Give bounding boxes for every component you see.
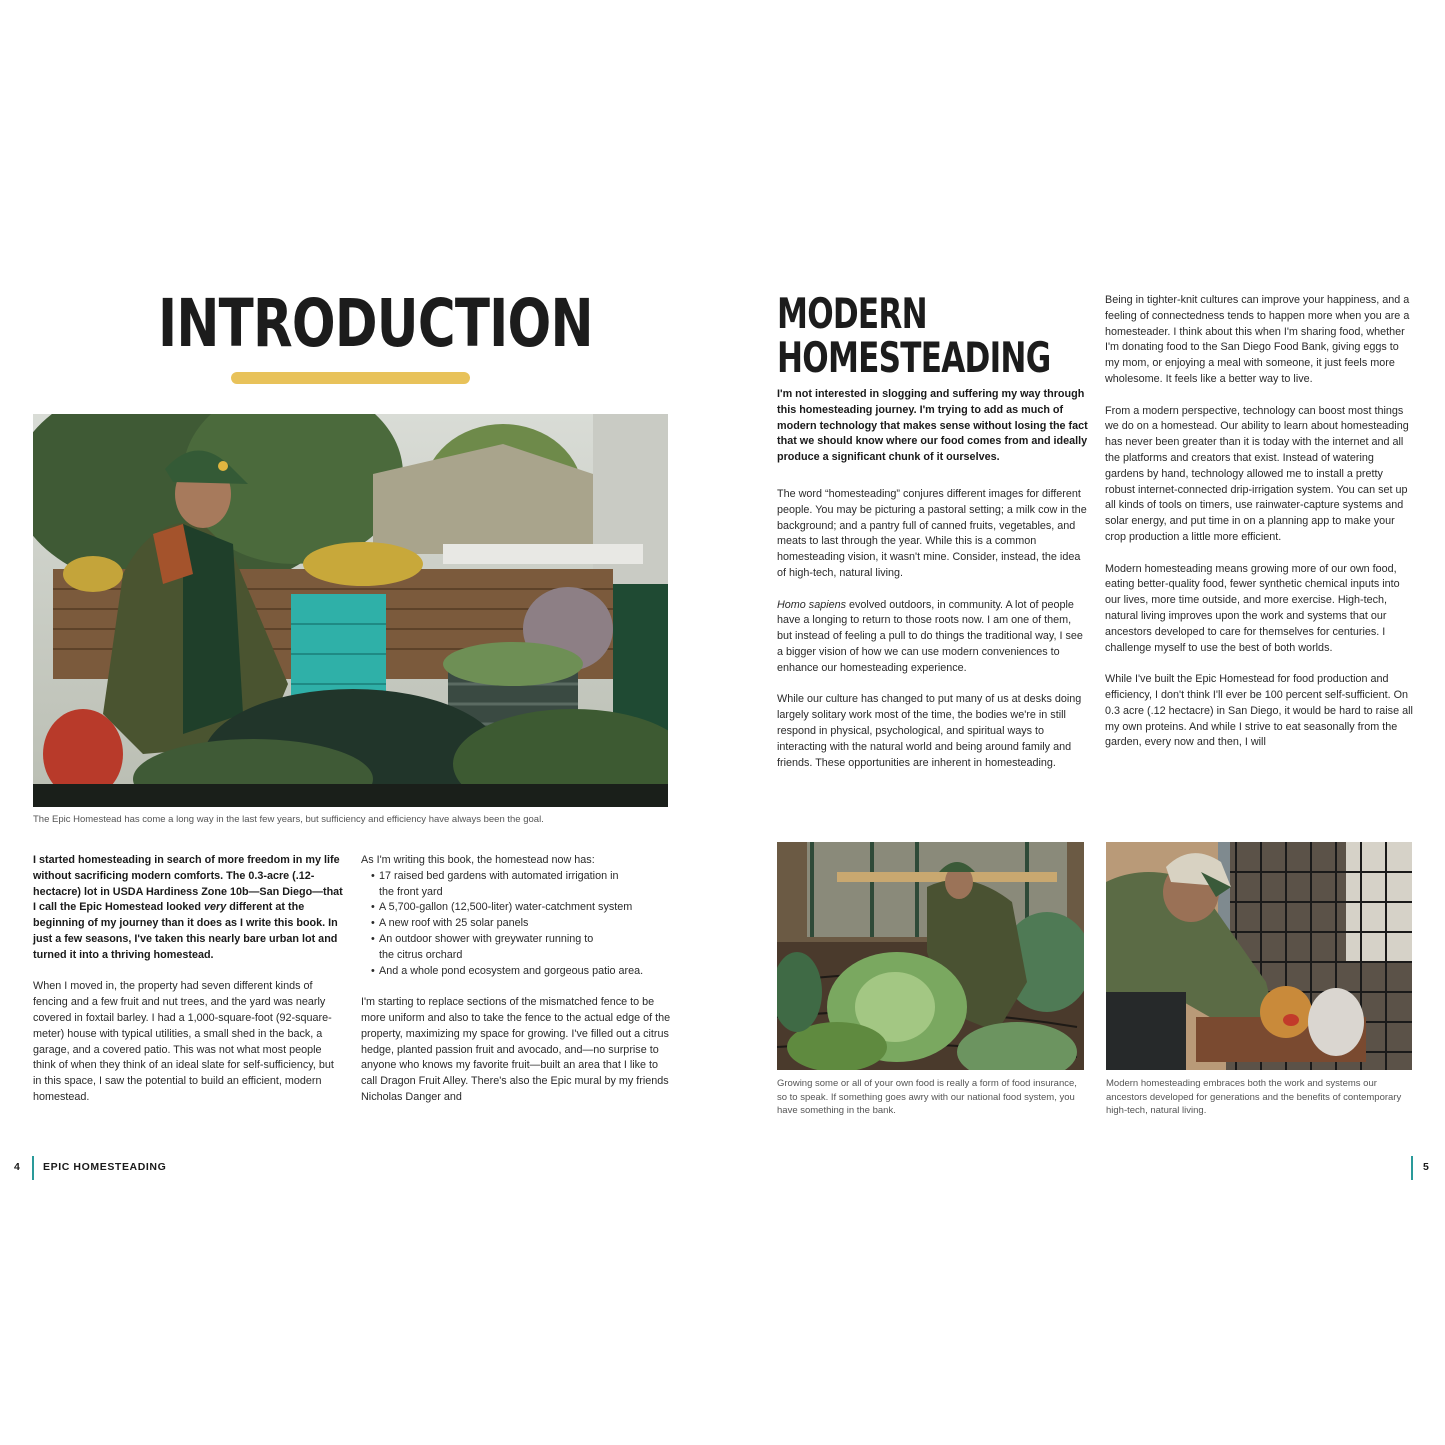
section-title-line-2: HOMESTEADING bbox=[777, 333, 1051, 382]
list-item: • A new roof with 25 solar panels bbox=[371, 916, 673, 932]
homestead-list-intro: As I'm writing this book, the homestead now has: bbox=[361, 854, 595, 866]
section-title bbox=[777, 289, 1051, 382]
photo-cabbage-caption: Growing some or all of your own food is really a form of food insurance, so to speak. If something goes awry with our national food system, you have something in the bank. bbox=[777, 1078, 1077, 1116]
intro-paragraph-fence: I'm starting to replace sections of the mismatched fence to be more uniform and also to take the fence to the actual edge of the property, maximizing my space for growing. I've filled out a citrus hedge, planted passion fruit and avocado, and—no surprise to anyone who knows my favorite fruit—built an area that I like to call Dragon Fruit Alley. There's also the Epic mural by my friends Nicholas Danger and bbox=[361, 996, 671, 1103]
intro-column-2 bbox=[361, 853, 673, 1122]
list-item: • 17 raised bed gardens with automated irrigation in the front yard bbox=[371, 869, 629, 901]
intro-column-1 bbox=[33, 853, 345, 1122]
list-item: • A 5,700-gallon (12,500-liter) water-catchment system bbox=[371, 900, 673, 916]
photo-feeding-chickens bbox=[1106, 842, 1412, 1070]
hero-photo-gardener-kale bbox=[33, 414, 668, 807]
chickens-photo-illustration bbox=[1106, 842, 1412, 1070]
intro-paragraph-property: When I moved in, the property had seven different kinds of fencing and a few fruit and nut trees, and the yard was nearly covered in foxtail barley. I had a 1,000-square-foot (92-square-meter) house with typical utilities, a small shed in the back, a garage, and a covered patio. This was not what most people think of when they think of an ideal slate for self-sufficiency, but in this space, I saw the potential to build an efficient, modern homestead. bbox=[33, 980, 334, 1103]
page-number-right: 5 bbox=[1423, 1161, 1429, 1173]
footer-divider-right bbox=[1411, 1156, 1413, 1180]
modern-paragraph-word: The word “homesteading” conjures different images for different people. You may be picturing a pastoral setting; a milk cow in the background; and a pantry full of canned fruits, vegetables, and meats to last through the year. While this is a common homesteading vision, it wasn't mine. Consider, instead, the idea of high-tech, natural living. bbox=[777, 487, 1087, 579]
modern-paragraph-growing-more: Modern homesteading means growing more of our own food, eating better-quality food, fewer synthetic chemical inputs into our lives, more time outside, and more exercise. High-tech, natural living improves upon the work and systems that our ancestors developed to care for themselves for centuries. I challenge myself to use the best of both worlds. bbox=[1105, 562, 1400, 654]
hero-photo-caption: The Epic Homestead has come a long way in the last few years, but sufficiency and efficiency have always been the goal. bbox=[33, 814, 544, 825]
modern-paragraph-homo-sapiens: Homo sapiens evolved outdoors, in community. A lot of people have a longing to return to those roots now. I am one of them, but instead of feeling a pull to do things the traditional way, I see a bigger vision of how we can use modern conveniences to enhance our homesteading experience. bbox=[777, 598, 1083, 674]
modern-paragraph-tighter-knit: Being in tighter-knit cultures can improve your happiness, and a feeling of connectedness tends to happen more when you are a homesteader. I think about this when I'm sharing food, whether I'm donating food to the San Diego Food Bank, giving eggs to my mom, or enjoying a meal with someone, it just feels more wholesome. It feels like a better way to live. bbox=[1105, 294, 1410, 385]
intro-lead-paragraph: I started homesteading in search of more freedom in my life without sacrificing modern comforts. The 0.3-acre (.12-hectacre) lot in USDA Hardiness Zone 10b—San Diego—that I call the Epic Homestead looked very different at the beginning of my journey than it does as I write this book. In just a few seasons, I've taken this nearly bare urban lot and turned it into a thriving homestead. bbox=[33, 854, 343, 961]
title-underline-decoration bbox=[231, 372, 470, 384]
modern-paragraph-self-sufficient: While I've built the Epic Homestead for food production and efficiency, I don't think I'll ever be 100 percent self-sufficient. On 0.3 acre (.12 hectacre) in San Diego, it would be hard to raise all my own proteins. And while I strive to eat seasonally from the garden, every now and then, I will bbox=[1105, 673, 1413, 749]
footer-divider-left bbox=[32, 1156, 34, 1180]
homestead-features-list bbox=[361, 869, 673, 980]
modern-column-1 bbox=[777, 387, 1089, 787]
modern-paragraph-culture: While our culture has changed to put many of us at desks doing largely solitary work most of the time, the bodies we're in still respond in physical, psychological, and spiritual ways to interacting with the natural world and being around family and friends. These opportunities are inherent in homesteading. bbox=[777, 693, 1082, 769]
section-title-line-1: MODERN bbox=[777, 289, 927, 338]
chapter-title: INTRODUCTION bbox=[158, 285, 593, 362]
modern-column-2 bbox=[1105, 293, 1415, 767]
hero-photo-illustration bbox=[33, 414, 668, 807]
cabbage-photo-illustration bbox=[777, 842, 1084, 1070]
list-item: • An outdoor shower with greywater running to the citrus orchard bbox=[371, 932, 609, 964]
modern-paragraph-technology: From a modern perspective, technology can boost most things we do on a homestead. Our ability to learn about homesteading has never been greater than it is today with the internet and all the platforms and creators that exist. Instead of watering gardens by hand, technology allowed me to install a pretty robust internet-connected drip-irrigation system. You can set up all kinds of tools on timers, use rainwater-capture systems and solar energy, and put time in on a planning app to make your crop production a little more efficient. bbox=[1105, 404, 1409, 543]
list-item: • And a whole pond ecosystem and gorgeous patio area. bbox=[371, 964, 673, 980]
modern-lead-paragraph: I'm not interested in slogging and suffering my way through this homesteading journey. I'm trying to add as much of modern technology that makes sense without losing the fact that we should know where our food comes from and ideally produce a significant chunk of it ourselves. bbox=[777, 388, 1088, 464]
photo-cabbage-garden bbox=[777, 842, 1084, 1070]
photo-chickens-caption: Modern homesteading embraces both the work and systems our ancestors developed for generations and the benefits of contemporary high-tech, natural living. bbox=[1106, 1078, 1402, 1116]
running-header-book-title: EPIC HOMESTEADING bbox=[43, 1161, 167, 1173]
page-number-left: 4 bbox=[14, 1161, 20, 1173]
